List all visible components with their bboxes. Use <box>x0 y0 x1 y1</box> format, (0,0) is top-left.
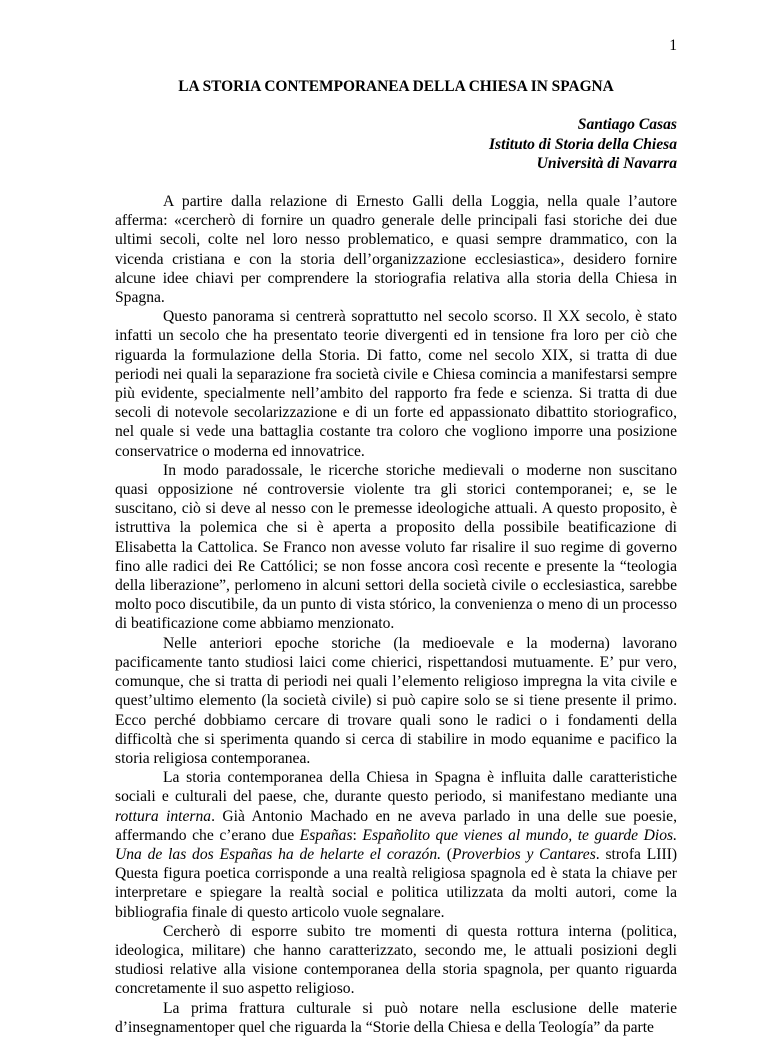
author-block <box>115 115 677 173</box>
paragraph-5-work-title: Proverbios y Cantares <box>452 845 596 863</box>
paragraph-1: A partire dalla relazione di Ernesto Galli della Loggia, nella quale l’autore afferma: «cercherò di fornire un quadro generale delle principali fasi storiche dei due ultimi secoli, colte nel loro nesso problematico, e quasi sempre drammatico, con la vicenda cristiana e con la storia dell’organizzazione ecclesiastica», desidero fornire alcune idee chiavi per comprendere la storiografia relativa alla storia della Chiesa in Spagna. <box>115 193 677 307</box>
paragraph-5-text-a: La storia contemporanea della Chiesa in Spagna è influita dalle caratteristiche sociali e culturali del paese, che, durante questo periodo, si manifestano mediante una <box>115 769 677 806</box>
paragraph-6: Cercherò di esporre subito tre momenti di questa rottura interna (politica, ideologica, militare) che hanno caratterizzato, secondo me, le attuali posizioni degli studiosi relative alla visione contemporanea della storia spagnola, per quanto riguarda concretamente il suo aspetto religioso. <box>115 922 677 998</box>
document-title: LA STORIA CONTEMPORANEA DELLA CHIESA IN SPAGNA <box>178 78 614 96</box>
paragraph-2: Questo panorama si centrerà soprattutto nel secolo scorso. Il XX secolo, è stato infatti un secolo che ha presentato teorie divergenti ed in tensione fra loro per ciò che riguarda la formulazione della Storia. Di fatto, come nel secolo XIX, si tratta di due periodi nei quali la separazione fra società civile e Chiesa comincia a manifestarsi sempre più evidente, specialmente nell’ambito del rapporto fra fede e scienza. Si tratta di due secoli di notevole secolarizzazione e di un forte ed appassionato dibattito storiografico, nel quale si vede una battaglia costante tra coloro che vogliono imporre una posizione conservatrice o moderna ed innovatrice. <box>115 308 677 460</box>
paragraph-5-text-g: ( <box>441 845 453 863</box>
paragraph-5-text-i: . strofa LIII) Questa figura poetica corrisponde a una realtà religiosa spagnola ed è stata la chiave per interpretare e spiegare la realtà social e politica utilizzata da molti autori, come la bibliografia finale di questo articolo vuole segnalare. <box>115 845 678 921</box>
paragraph-4: Nelle anteriori epoche storiche (la medioevale e la moderna) lavorano pacificamente tanto studiosi laici come chierici, rispettandosi mutuamente. E’ pur vero, comunque, che si tratta di periodi nei quali l’elemento religioso impregna la vita civile e quest’ultimo elemento (la società civile) si può capire solo se si tiene presente il primo. Ecco perché dobbiamo cercare di trovare quali sono le radici o i fondamenti della difficoltà che si sperimenta quando si cerca di stabilire in modo equanime e pacifico la storia religiosa contemporanea. <box>115 634 677 767</box>
author-institute: Istituto di Storia della Chiesa <box>488 135 677 153</box>
document-body <box>115 192 677 1037</box>
page-number: 1 <box>669 37 677 54</box>
author-university: Università di Navarra <box>536 154 677 172</box>
paragraph-5-poem-quote: Españolito que vienes al mundo, te guarde Dios. Una de las dos Españas ha de helarte el corazón. <box>115 826 677 863</box>
paragraph-5-emphasis-rottura: rottura interna <box>115 807 212 825</box>
paragraph-5-text-e: : <box>352 826 363 844</box>
author-name: Santiago Casas <box>577 116 677 134</box>
paragraph-5-emphasis-espanas: Españas <box>299 826 353 844</box>
paragraph-5 <box>115 768 677 922</box>
paragraph-3: In modo paradossale, le ricerche storiche medievali o moderne non suscitano quasi opposizione né controversie violente tra gli storici contemporanei; e, se le suscitano, ciò si deve al nesso con le premesse ideologiche attuali. A questo proposito, è istruttiva la polemica che si è aperta a proposito della possibile beatificazione di Elisabetta la Cattolica. Se Franco non avesse voluto far risalire il suo regime di governo fino alle radici dei Re Cattólici; se non fosse ancora così recente e presente la “teologia della liberazione”, perlomeno in alcuni settori della società civile o ecclesiastica, sarebbe molto poco discutibile, da un punto di vista stórico, la convenienza o meno di un processo di beatificazione come abbiamo menzionato. <box>115 461 677 633</box>
paragraph-7: La prima frattura culturale si può notare nella esclusione delle materie d’insegnamentoper quel che riguarda la “Storie della Chiesa e della Teología” da parte <box>115 999 677 1036</box>
paragraph-5-text-c: . Già Antonio Machado en ne aveva parlado in una delle sue poesie, affermando che c’erano due <box>115 807 677 844</box>
